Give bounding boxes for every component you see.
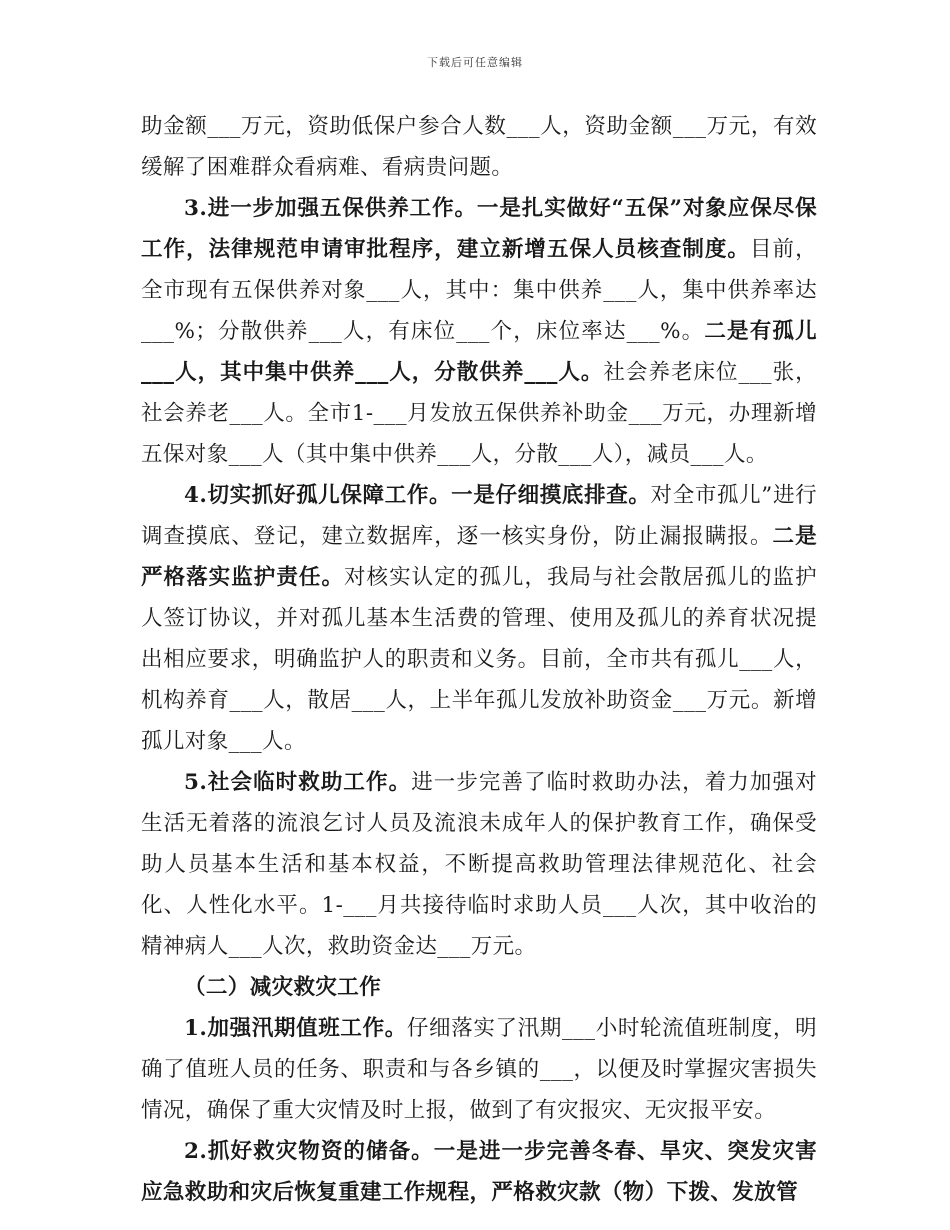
paragraph-text: 对全市孤儿”进行调查摸底、登记，建立数据库，逐一核实身份，防止漏报瞒报。 [141, 483, 818, 549]
paragraph-heading: 1.加强汛期值班工作。 [184, 1016, 407, 1041]
page-header: 下载后可任意编辑 [427, 56, 523, 69]
paragraph-text: 仔细落实了汛期___小时轮流值班制度，明确了值班人员的任务、职责和与各乡镇的___，以便及时掌握灾害损失情况，确保了重大灾情及时上报，做到了有灾报灾、无灾报平安。 [141, 1016, 817, 1123]
section-heading: （二）减灾救灾工作 [184, 975, 382, 1000]
document-body [141, 106, 817, 1213]
paragraph-text: 目前，全市现有五保供养对象___人，其中：集中供养___人，集中供养率达___%；分散供养___人，有床位___个，床位率达___%。 [141, 237, 817, 344]
paragraph-relief-supplies [141, 1131, 817, 1213]
paragraph-heading: 2.抓好救灾物资的储备。一是进一步完善冬春、旱灾、突发灾害应急救助和灾后恢复重建工作规程，严格救灾款（物）下拨、发放管 [141, 1139, 817, 1205]
paragraph-continuation: 助金额___万元，资助低保户参合人数___人，资助金额___万元，有效缓解了困难群众看病难、看病贵问题。 [141, 114, 817, 180]
paragraph-heading: 4.切实抓好孤儿保障工作。一是仔细摸底排查。 [184, 483, 651, 508]
paragraph-orphan [141, 475, 817, 762]
paragraph-flood-duty [141, 1008, 817, 1131]
paragraph-heading: 3.进一步加强五保供养工作。一是扎实做好“五保”对象应保尽保工作，法律规范申请审批程序，建立新增五保人员核查制度。 [141, 196, 817, 262]
paragraph-bold-text: 二是严格落实监护责任。 [141, 524, 818, 590]
paragraph-text: 对核实认定的孤儿，我局与社会散居孤儿的监护人签订协议，并对孤儿基本生活费的管理、使用及孤儿的养育状况提出相应要求，明确监护人的职责和义务。目前，全市共有孤儿___人，机构养育___人，散居___人，上半年孤儿发放补助资金___万元。新增孤儿对象___人。 [141, 565, 817, 754]
paragraph-temporary-aid [141, 762, 817, 967]
paragraph-wubao [141, 188, 817, 475]
paragraph-text: 社会养老床位___张，社会养老___人。全市1-___月发放五保供养补助金___万元，办理新增五保对象___人（其中集中供养___人，分散___人），减员___人。 [141, 360, 817, 467]
paragraph-text: 进一步完善了临时救助办法，着力加强对生活无着落的流浪乞讨人员及流浪未成年人的保护教育工作，确保受助人员基本生活和基本权益，不断提高救助管理法律规范化、社会化、人性化水平。1-___月共接待临时求助人员___人次，其中收治的精神病人___人次，救助资金达___万元。 [141, 770, 817, 959]
paragraph-heading: 5.社会临时救助工作。 [184, 770, 412, 795]
paragraph-bold-text: 二是有孤儿___人，其中集中供养___人，分散供养___人。 [141, 319, 817, 385]
